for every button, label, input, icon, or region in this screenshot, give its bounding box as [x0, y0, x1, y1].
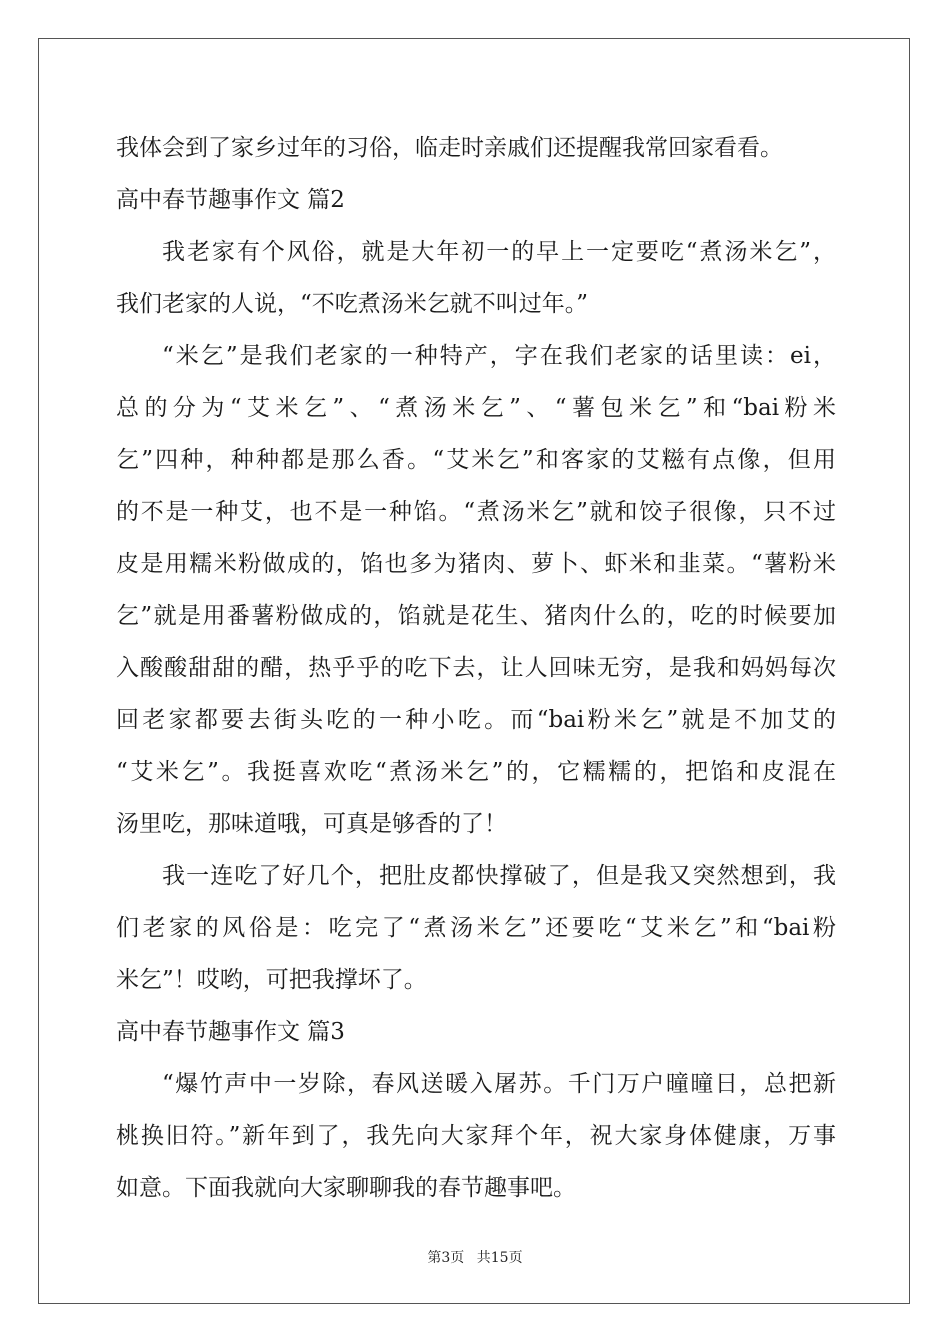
text-line: 入酸酸甜甜的醋，热乎乎的吃下去，让人回味无穷，是我和妈妈每次 [116, 655, 836, 681]
text-line: 我老家有个风俗，就是大年初一的早上一定要吃“煮汤米乞”， [162, 239, 836, 265]
text-line: 米乞”！哎哟，可把我撑坏了。 [116, 967, 427, 993]
text-line: “米乞”是我们老家的一种特产，字在我们老家的话里读：ei， [162, 343, 836, 369]
text-line: 乞”就是用番薯粉做成的，馅就是花生、猪肉什么的，吃的时候要加 [116, 603, 836, 629]
text-line: 回老家都要去街头吃的一种小吃。而“bai粉米乞”就是不加艾的 [116, 707, 836, 733]
text-line: 高中春节趣事作文 篇3 [116, 1019, 345, 1045]
document-body [116, 122, 836, 1214]
page-number: 第3页 [427, 1250, 465, 1266]
text-line: 如意。下面我就向大家聊聊我的春节趣事吧。 [116, 1175, 576, 1201]
text-line: 总的分为“艾米乞”、“煮汤米乞”、“薯包米乞”和“bai粉米 [116, 395, 836, 421]
text-line: 高中春节趣事作文 篇2 [116, 187, 345, 213]
text-line: 的不是一种艾，也不是一种馅。“煮汤米乞”就和饺子很像，只不过 [116, 499, 836, 525]
text-line: 桃换旧符。”新年到了，我先向大家拜个年，祝大家身体健康，万事 [116, 1123, 836, 1149]
text-line: “爆竹声中一岁除，春风送暖入屠苏。千门万户曈曈日，总把新 [162, 1071, 836, 1097]
text-line: 乞”四种，种种都是那么香。“艾米乞”和客家的艾糍有点像，但用 [116, 447, 836, 473]
text-line: 我体会到了家乡过年的习俗，临走时亲戚们还提醒我常回家看看。 [116, 135, 783, 161]
text-line: “艾米乞”。我挺喜欢吃“煮汤米乞”的，它糯糯的，把馅和皮混在 [116, 759, 836, 785]
text-line: 我一连吃了好几个，把肚皮都快撑破了，但是我又突然想到，我 [162, 863, 836, 889]
page-total: 共15页 [476, 1250, 523, 1266]
text-line: 皮是用糯米粉做成的，馅也多为猪肉、萝卜、虾米和韭菜。“薯粉米 [116, 551, 836, 577]
text-line: 们老家的风俗是：吃完了“煮汤米乞”还要吃“艾米乞”和“bai粉 [116, 915, 836, 941]
text-line: 汤里吃，那味道哦，可真是够香的了！ [116, 811, 507, 837]
page-footer [0, 1247, 950, 1267]
text-line: 我们老家的人说，“不吃煮汤米乞就不叫过年。” [116, 291, 589, 317]
